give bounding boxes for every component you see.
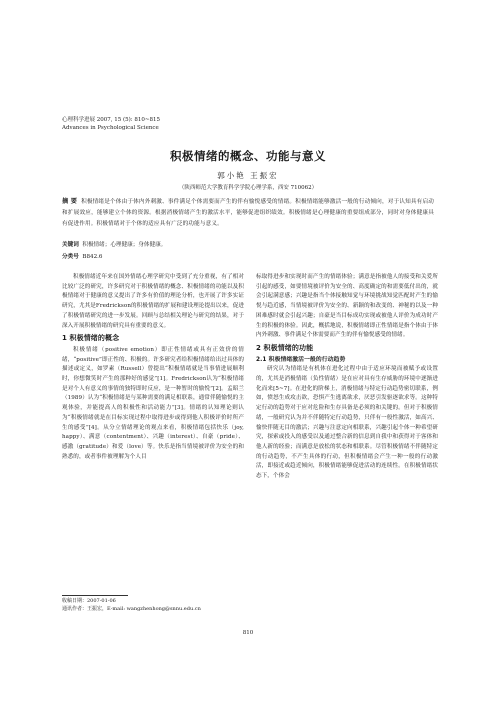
journal-name-en: Advances in Psychological Science xyxy=(62,125,159,131)
footnote-rule xyxy=(62,595,128,596)
section-2-1-heading: 2.1 积极情绪激活一般的行动趋势 xyxy=(256,356,346,363)
keywords: 积极情绪；心理健康；身体健康。 xyxy=(82,242,167,248)
section-1-paragraph: 积极情绪（positive emotion）即正性情绪或具有正效价的情绪，“positive”即正性的、积极的。许多研究者给积极情绪给出过具体的描述或定义，如罗素（Russell）曾提出“积极情绪就是当事情进展顺利时，你想微笑时产生的那种好的感觉”[1]。Fredrickson认为“积极情绪是对个人有意义的事情的独特即时反应，是一种暂时的愉悦”[2]。孟昭兰（1989）认为“积极情绪是与某种需要的满足相联系，通常伴随愉悦的主观体验，并能提高人的积极性和活动能力”[3]。情绪的认知理论则认为“积极情绪就是在目标实现过程中取得进步或得到他人积极评价时所产生的感受”[4]。从分立情绪理论的观点来看，积极情绪包括快乐（joy, happy）、满意（contentment）、兴趣（interest）、自豪（pride）、感激（gratitude）和爱（love）等。快乐是指当情境被评价为安全的和熟悉的，或者事件被理解为个人目 xyxy=(62,346,244,460)
right-column xyxy=(256,273,438,482)
corresponding-author: 通讯作者：王振宏，E-mail: wangzhenhong@snnu.edu.cn xyxy=(62,606,201,612)
abstract-label: 摘 要 xyxy=(62,198,78,205)
article-title: 积极情绪的概念、功能与意义 xyxy=(170,149,326,163)
keywords-label: 关键词 xyxy=(62,242,79,248)
journal-citation: 心理科学进展 2007, 15 (5): 810~815 xyxy=(62,117,160,123)
keywords-line xyxy=(62,240,166,248)
section-2-heading: 2 积极情绪的功能 xyxy=(256,343,314,352)
intro-paragraph: 积极情绪近年来在国外情绪心理学研究中受到了充分重视，有了相对比较广泛的研究，许多研究对于积极情绪的概念、积极情绪的功能以及积极情绪对于健康的意义提出了许多有价值的理论分析，也开展了许多实证研究，尤其是Fredrickson的积极情绪的扩展和建设理论提出以来，促进了积极情绪研究的进一步发展。回顾与总结相关理论与研究的结果，对于深入开展积极情绪的研究具有重要的意义。 xyxy=(62,274,244,329)
received-date: 收稿日期：2007-01-06 xyxy=(62,598,116,604)
right-column-continuation: 标取得进步和实现时而产生的情绪体验；满意是指被他人的接受和关爱所引起的感受，如要情境被评价为安全的、高度确定的和需要低付出的，就会引起满意感；兴趣是指当个体接触知觉与环境挑战知觉匹配时产生的愉悦与趋近感，当情境被评价为安全的、新颖的和改变的、神秘的以及一种困难感时就会引起兴趣；自豪是当目标成功实现或被他人评价为成功时产生的积极的体验。因此，概括地说，积极情绪即正性情绪是指个体由于体内外刺激、事件满足个体需要而产生的伴有愉悦感受的情绪。 xyxy=(256,274,438,339)
abstract xyxy=(62,196,434,230)
classification-line xyxy=(62,252,102,260)
abstract-text: 积极情绪是个体由于体内外刺激、事件满足个体需要而产生的伴有愉悦感受的情绪。积极情绪能够激活一般的行动倾向，对于认知具有启动和扩展效应，能够建立个体的资源。根据消极情绪产生的激活水平，能够促进组织绩效。积极情绪是心理健康的重要组成部分，同时对身体健康具有促进作用。积极情绪对于个体的适应具有广泛的功能与意义。 xyxy=(62,199,435,227)
classification-label: 分类号 xyxy=(62,254,79,260)
article-authors: 郭小艳 王振宏 xyxy=(217,171,279,180)
classification-number: B842.6 xyxy=(82,254,103,260)
author-affiliation: （陕西师范大学教育科学学院心理学系，西安 710062） xyxy=(178,185,318,191)
left-column xyxy=(62,273,244,462)
page-number: 810 xyxy=(242,630,254,636)
section-2-1-paragraph: 研究认为情绪是有机体在进化过程中由于适应环境而被赋予或设置的，尤其是消极情绪（负性情绪）是在应对具有生存威胁的环境中逐渐进化而来[5~7]。在进化的阶梯上，消极情绪与特定行动趋势密切联系，例如，愤怒生成攻击欲，恐惧产生逃离欲求，厌恶引发驱逐欲求等。这种特定行动的趋势对于应对危险和生存具备是必须的和关键的。但对于积极情绪，一般研究认为并不伴随特定行动趋势，只伴有一般性激活，如高兴、愉快伴随无目的激活；兴趣与注意定向相联系，兴趣引起个体一种希望研究，探索或投入的感受以及通过整合新的信息到自我中和获得对于客体和他人新的经验；而满意是放松的状态和相联系。尽管积极情绪不伴随特定的行动趋势，不产生具体的行动，但积极情绪会产生一种一般的行动激活，即接近或趋近倾向，积极情绪能够促进活动的连续性。在积极情绪状态下，个体会 xyxy=(256,366,438,480)
section-1-heading: 1 积极情绪的概念 xyxy=(62,334,120,343)
